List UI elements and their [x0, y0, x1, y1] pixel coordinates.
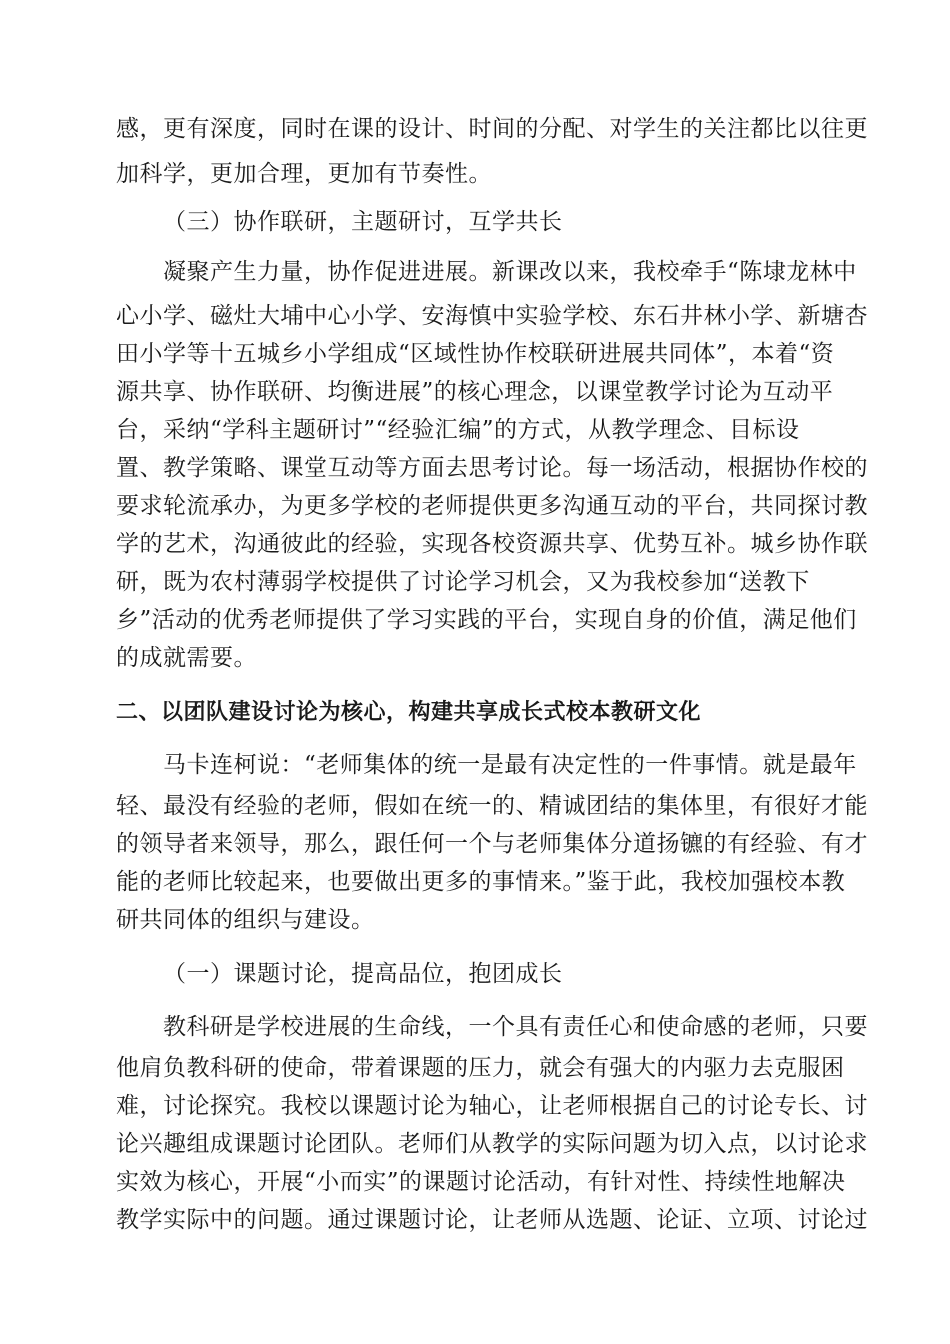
body-text-line: 加科学，更加合理，更加有节奏性。 [116, 161, 492, 187]
body-text-line: 能的老师比较起来，也要做出更多的事情来。”鉴于此，我校加强校本教 [116, 869, 846, 895]
body-text-line: 乡”活动的优秀老师提供了学习实践的平台，实现自身的价值，满足他们 [116, 607, 857, 633]
body-text-line: 轻、最没有经验的老师，假如在统一的、精诚团结的集体里，有很好才能 [116, 793, 868, 819]
section-heading: 二、以团队建设讨论为核心，构建共享成长式校本教研文化 [116, 700, 702, 725]
body-text-line: 学的艺术，沟通彼此的经验，实现各校资源共享、优势互补。城乡协作联 [116, 531, 868, 557]
body-text-line: 田小学等十五城乡小学组成“区域性协作校联研进展共同体”，本着“资 [116, 341, 835, 367]
body-text-line: 感，更有深度，同时在课的设计、时间的分配、对学生的关注都比以往更 [116, 116, 868, 142]
body-text-line: 研，既为农村薄弱学校提供了讨论学习机会，又为我校参加“送教下 [116, 569, 810, 595]
body-text-line: 的成就需要。 [116, 645, 257, 671]
subsection-heading: （三）协作联研，主题研讨，互学共长 [163, 209, 563, 235]
body-text-line: 教学实际中的问题。通过课题讨论，让老师从选题、论证、立项、讨论过 [116, 1207, 868, 1233]
body-text-line: 置、教学策略、课堂互动等方面去思考讨论。每一场活动，根据协作校的 [116, 455, 868, 481]
body-text-line: 论兴趣组成课题讨论团队。老师们从教学的实际问题为切入点，以讨论求 [116, 1131, 868, 1157]
body-text-line: 难，讨论探究。我校以课题讨论为轴心，让老师根据自己的讨论专长、讨 [116, 1093, 868, 1119]
body-text-line: 心小学、磁灶大埔中心小学、安海慎中实验学校、东石井林小学、新塘杏 [116, 303, 868, 329]
body-text-line: 研共同体的组织与建设。 [116, 907, 375, 933]
body-text-line: 凝聚产生力量，协作促进进展。新课改以来，我校牵手“陈埭龙林中 [163, 259, 857, 285]
body-text-line: 他肩负教科研的使命，带着课题的压力，就会有强大的内驱力去克服困 [116, 1055, 845, 1081]
body-text-line: 的领导者来领导，那么，跟任何一个与老师集体分道扬镳的有经验、有才 [116, 831, 868, 857]
body-text-line: 教科研是学校进展的生命线，一个具有责任心和使命感的老师，只要 [163, 1014, 868, 1040]
body-text-line: 马卡连柯说：“老师集体的统一是最有决定性的一件事情。就是最年 [163, 752, 857, 778]
body-text-line: 台，采纳“学科主题研讨”“经验汇编”的方式，从教学理念、目标设 [116, 417, 800, 443]
subsection-heading: （一）课题讨论，提高品位，抱团成长 [163, 961, 563, 987]
body-text-line: 源共享、协作联研、均衡进展”的核心理念，以课堂教学讨论为互动平 [116, 379, 834, 405]
body-text-line: 要求轮流承办，为更多学校的老师提供更多沟通互动的平台，共同探讨教 [116, 493, 868, 519]
body-text-line: 实效为核心，开展“小而实”的课题讨论活动，有针对性、持续性地解决 [116, 1169, 846, 1195]
